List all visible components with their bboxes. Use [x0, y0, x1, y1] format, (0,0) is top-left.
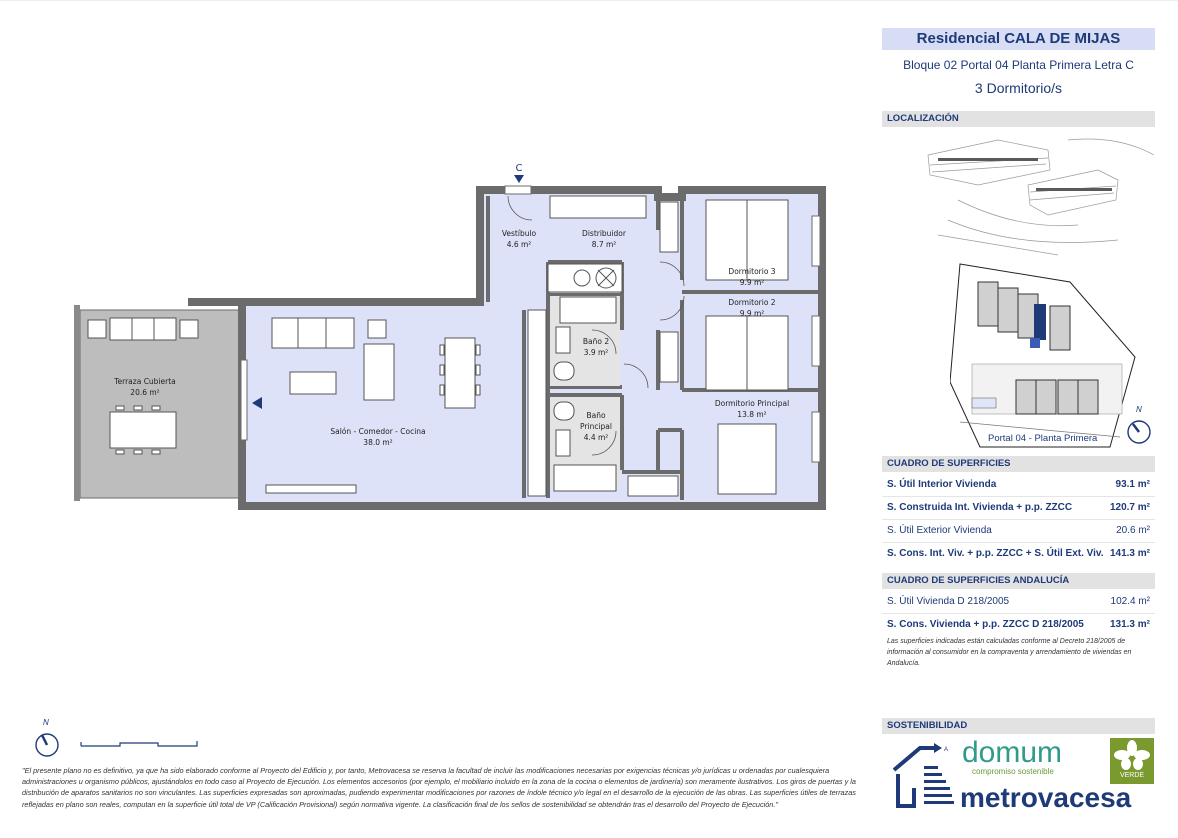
- room-area: 8.7 m²: [591, 240, 617, 249]
- leaf-icon: [1110, 738, 1154, 772]
- highlighted-unit: [1034, 304, 1046, 340]
- andalucia-row: [882, 614, 1155, 636]
- section-marker: C: [515, 163, 523, 174]
- surface-label: S. Construida Int. Vivienda + p.p. ZZCC: [887, 502, 1073, 513]
- sostenibilidad-heading: SOSTENIBILIDAD: [882, 718, 1155, 734]
- room-area: 38.0 m²: [363, 438, 393, 447]
- surface-value: 20.6 m²: [1116, 525, 1150, 536]
- room-name: Terraza Cubierta: [114, 377, 176, 386]
- project-title: Residencial CALA DE MIJAS: [882, 28, 1155, 50]
- surface-value: 93.1 m²: [1115, 479, 1150, 490]
- surface-row: [882, 474, 1155, 496]
- map-compass-icon: [1126, 419, 1152, 445]
- room-area: 3.9 m²: [583, 348, 609, 357]
- room-name: Baño 2: [582, 337, 610, 346]
- surface-value: 120.7 m²: [1109, 502, 1150, 513]
- room-name: Baño: [586, 411, 606, 420]
- surface-row: [882, 520, 1155, 542]
- scale-bar: [80, 740, 198, 750]
- svg-text:A: A: [944, 747, 949, 753]
- map-north-label: N: [1136, 405, 1142, 414]
- room-name: Distribuidor: [582, 229, 626, 238]
- map-caption: Portal 04 - Planta Primera: [988, 433, 1098, 444]
- compass-icon: [34, 732, 60, 758]
- bedroom-count: 3 Dormitorio/s: [974, 80, 1063, 96]
- section-marker-arrow: [514, 175, 524, 183]
- superficies-heading: CUADRO DE SUPERFICIES: [882, 456, 1155, 472]
- surface-row: [882, 543, 1155, 565]
- verde-badge: [1110, 738, 1154, 784]
- domum-tagline: compromiso sostenible: [972, 767, 1054, 776]
- house-logo-icon: [890, 740, 954, 810]
- andalucia-heading: CUADRO DE SUPERFICIES ANDALUCÍA: [882, 573, 1155, 589]
- room-area: 4.4 m²: [583, 433, 609, 442]
- surface-value: 141.3 m²: [1109, 548, 1150, 559]
- surface-label: S. Útil Interior Vivienda: [887, 479, 997, 490]
- metrovacesa-logo: metrovacesa: [960, 782, 1132, 813]
- room-area: 9.9 m²: [739, 278, 765, 287]
- andalucia-note: Las superficies indicadas están calculadas conforme al Decreto 218/2005 de información al consumidor en la compraventa y arrendamiento de viviendas en Andalucía.: [887, 638, 1132, 667]
- room-name: Vestíbulo: [501, 229, 537, 238]
- andalucia-value: 131.3 m²: [1109, 619, 1150, 630]
- surface-row: [882, 497, 1155, 519]
- room-area: 20.6 m²: [130, 388, 160, 397]
- room-name: Salón - Comedor - Cocina: [330, 427, 426, 436]
- andalucia-label: S. Útil Vivienda D 218/2005: [887, 596, 1010, 607]
- room-name: Dormitorio 3: [728, 267, 776, 276]
- room-area: 4.6 m²: [506, 240, 532, 249]
- domum-logo: domum: [962, 736, 1063, 769]
- room-name: Principal: [580, 422, 612, 431]
- north-label: N: [43, 718, 49, 727]
- verde-label: VERDE: [1119, 772, 1145, 779]
- surface-label: S. Cons. Int. Viv. + p.p. ZZCC + S. Útil Ext. Viv.: [887, 548, 1104, 559]
- localizacion-heading: LOCALIZACIÓN: [882, 111, 1155, 127]
- room-name: Dormitorio 2: [728, 298, 776, 307]
- terrace-rail: [74, 305, 80, 501]
- room-name: Dormitorio Principal: [714, 399, 790, 408]
- surface-label: S. Útil Exterior Vivienda: [887, 525, 992, 536]
- building-render: [918, 130, 1154, 260]
- room-area: 13.8 m²: [737, 410, 767, 419]
- andalucia-row: [882, 591, 1155, 613]
- andalucia-value: 102.4 m²: [1110, 596, 1150, 607]
- andalucia-label: S. Cons. Vivienda + p.p. ZZCC D 218/2005: [887, 619, 1084, 630]
- legal-disclaimer: "El presente plano no es definitivo, ya que ha sido elaborado conforme al Proyecto del Edificio y, por tanto, Metrovacesa se reserva la facultad de incluir las modificaciones necesarias por exigencias técnicas y/o jurídicas u ordenadas por cualesquiera administraciones u organismo públicos, ajustándolos en todo caso al Proyecto de Ejecución. Los elementos accesorios (por ejemplo, el mobiliario incluido en la zona de la cocina o elementos de jardinería) son meramente ilustrativos. Los giros de puertas y la distribución de aparatos sanitarios no son vinculantes. Las superficies expresadas son aproximadas, pudiendo experimentar modificaciones por razones de índole técnico y/o legal en el desarrollo de la ejecución de las obras. Las superficies útiles de terrazas reflejadas en plano son reales, computan en la superficie útil total de VP (Calificación Provisional) según normativa vigente. La clasificación final de los sellos de sostenibilidad se obtendrán tras el desarrollo del Proyecto de Ejecución.": [22, 766, 856, 809]
- room-area: 9.9 m²: [739, 309, 765, 318]
- site-map: [950, 262, 1155, 454]
- floor-plan: [0, 0, 860, 520]
- unit-location: Bloque 02 Portal 04 Planta Primera Letra C: [903, 58, 1134, 72]
